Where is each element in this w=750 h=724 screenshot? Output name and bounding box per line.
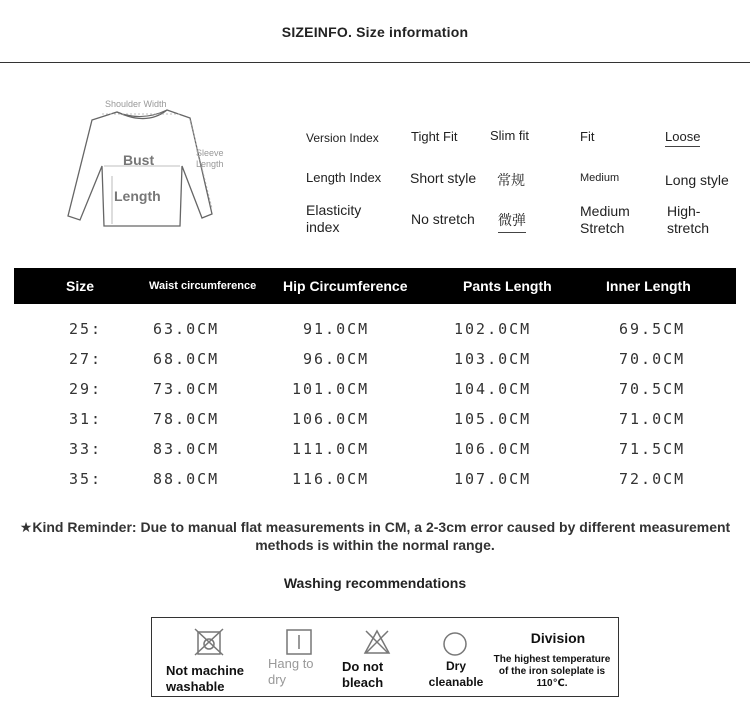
- table-row: [0, 320, 750, 350]
- elasticity-index-label: Elasticity index: [306, 202, 362, 235]
- division-title: Division: [530, 630, 586, 646]
- shoulder-width-label: Shoulder Width: [105, 99, 167, 109]
- length-option-long: Long style: [665, 172, 729, 188]
- version-option-fit: Fit: [580, 129, 595, 144]
- division-text: The highest temperature of the iron soleplate is 110℃.: [493, 654, 611, 689]
- elasticity-option-high: High-stretch: [667, 203, 710, 236]
- header-pants-length: Pants Length: [463, 278, 552, 294]
- cell-waist: 88.0CM: [153, 470, 220, 488]
- version-index-label: Version Index: [306, 131, 379, 145]
- length-label: Length: [114, 188, 161, 204]
- dry-cleanable-label: Dry cleanable: [428, 659, 484, 689]
- cell-inner-length: 70.5CM: [619, 380, 686, 398]
- cell-waist: 73.0CM: [153, 380, 220, 398]
- length-option-regular: 常规: [497, 172, 525, 188]
- hang-to-dry-label: Hang to dry: [268, 656, 314, 687]
- cell-waist: 78.0CM: [153, 410, 220, 428]
- cell-pants-length: 105.0CM: [454, 410, 532, 428]
- cell-inner-length: 69.5CM: [619, 320, 686, 338]
- no-bleach-icon: [363, 628, 391, 661]
- kind-reminder: ★Kind Reminder: Due to manual flat measurements in CM, a 2-3cm error caused by different measurement methods is within the normal range.: [19, 519, 731, 553]
- page-title: SIZEINFO. Size information: [281, 24, 469, 40]
- cell-size: 29:: [69, 380, 103, 398]
- bust-label: Bust: [123, 152, 155, 168]
- cell-hip: 106.0CM: [292, 410, 370, 428]
- table-row: [0, 440, 750, 470]
- cell-size: 27:: [69, 350, 103, 368]
- cell-waist: 68.0CM: [153, 350, 220, 368]
- cell-hip: 101.0CM: [292, 380, 370, 398]
- table-row: [0, 380, 750, 410]
- cell-size: 25:: [69, 320, 103, 338]
- table-row: [0, 410, 750, 440]
- elasticity-option-none: No stretch: [411, 211, 475, 227]
- cell-pants-length: 106.0CM: [454, 440, 532, 458]
- cell-inner-length: 71.0CM: [619, 410, 686, 428]
- cell-inner-length: 71.5CM: [619, 440, 686, 458]
- elasticity-option-slight-selected: 微弹: [498, 210, 526, 233]
- cell-size: 33:: [69, 440, 103, 458]
- version-option-tight: Tight Fit: [411, 129, 458, 144]
- do-not-bleach-label: Do not bleach: [342, 659, 384, 690]
- no-machine-wash-icon: [194, 628, 224, 661]
- header-inner-length: Inner Length: [606, 278, 691, 294]
- version-option-loose-selected: Loose: [665, 129, 700, 147]
- washing-panel: [151, 617, 619, 697]
- header-waist: Waist circumference: [149, 280, 257, 292]
- sleeve-length-label: Sleeve Length: [196, 148, 224, 169]
- cell-waist: 83.0CM: [153, 440, 220, 458]
- header-divider: [0, 62, 750, 63]
- cell-pants-length: 103.0CM: [454, 350, 532, 368]
- header-hip: Hip Circumference: [283, 278, 408, 294]
- cell-size: 35:: [69, 470, 103, 488]
- length-option-short: Short style: [410, 170, 477, 186]
- washing-title: Washing recommendations: [283, 575, 467, 591]
- cell-hip: 96.0CM: [303, 350, 370, 368]
- cell-hip: 91.0CM: [303, 320, 370, 338]
- cell-inner-length: 72.0CM: [619, 470, 686, 488]
- length-index-label: Length Index: [306, 170, 382, 185]
- cell-hip: 116.0CM: [292, 470, 370, 488]
- cell-inner-length: 70.0CM: [619, 350, 686, 368]
- not-machine-washable-label: Not machine washable: [166, 663, 245, 694]
- elasticity-option-medium: Medium Stretch: [580, 203, 630, 236]
- cell-pants-length: 102.0CM: [454, 320, 532, 338]
- cell-waist: 63.0CM: [153, 320, 220, 338]
- size-table-header: [14, 268, 736, 304]
- header-size: Size: [66, 278, 95, 294]
- length-option-medium: Medium: [580, 172, 620, 184]
- table-row: [0, 470, 750, 500]
- cell-pants-length: 107.0CM: [454, 470, 532, 488]
- table-row: [0, 350, 750, 380]
- cell-size: 31:: [69, 410, 103, 428]
- cell-hip: 111.0CM: [292, 440, 370, 458]
- version-option-slim: Slim fit: [490, 128, 529, 143]
- cell-pants-length: 104.0CM: [454, 380, 532, 398]
